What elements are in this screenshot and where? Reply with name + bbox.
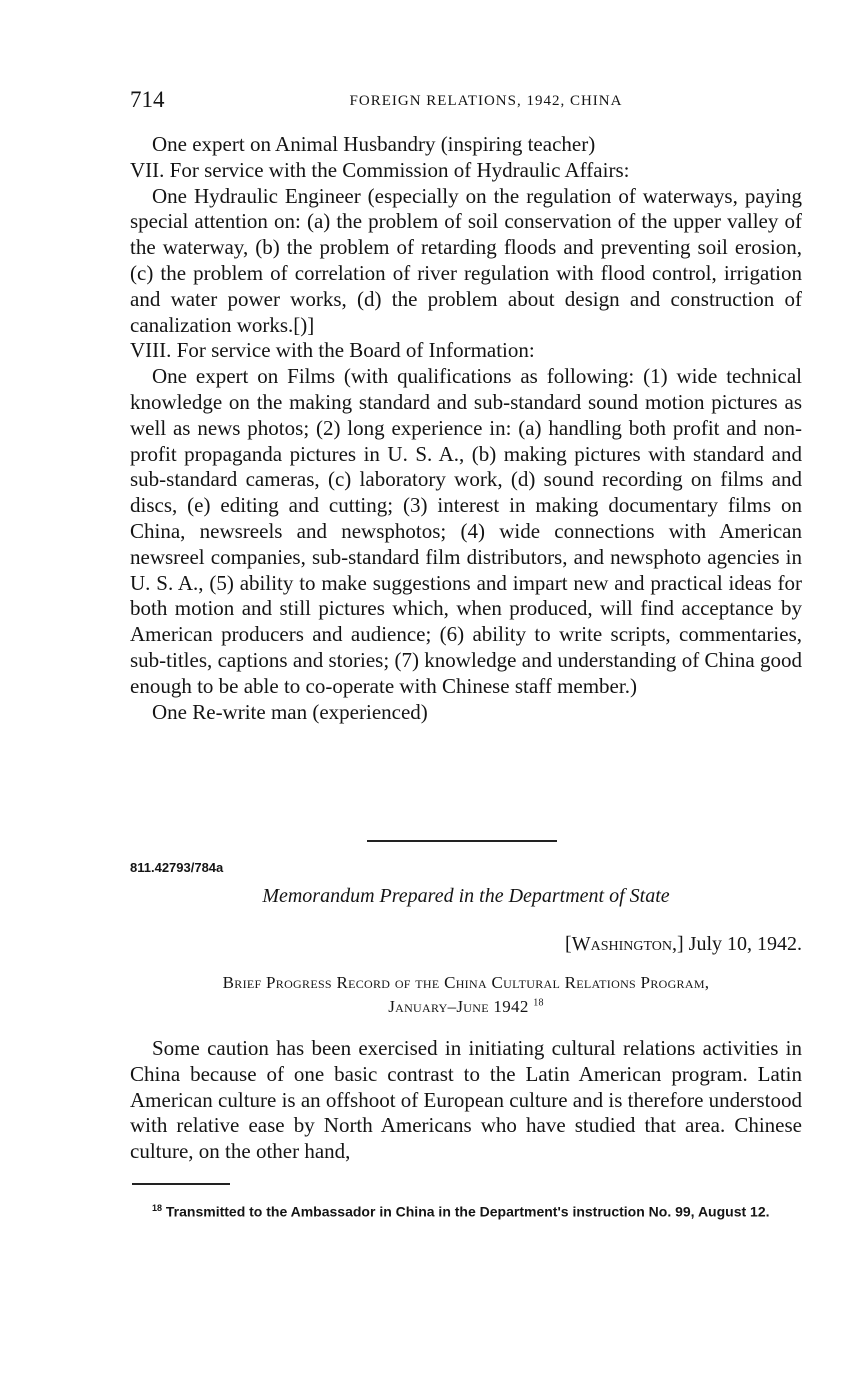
- section-vii-heading: VII. For service with the Commission of Hydraulic Affairs:: [130, 157, 630, 182]
- page-number: 714: [130, 87, 165, 112]
- dateline-date: July 10, 1942.: [688, 933, 802, 955]
- body-paragraph: Some caution has been exercised in initiating cultural relations activities in China because of one basic contrast to the Latin American program. Latin American culture is an offshoot of European culture and is therefore understood with relative ease by North Americans who have studied that area. Chinese culture, on the other hand,: [130, 1036, 802, 1164]
- dateline-place: [Washington,]: [565, 933, 684, 955]
- subject-line-1: Brief Progress Record of the China Cultural Relations Program,: [222, 973, 710, 992]
- section-upper: [130, 132, 802, 725]
- memo-title: Memorandum Prepared in the Department of State: [262, 885, 670, 907]
- footnote-divider: [132, 1183, 230, 1185]
- section-viii-heading: VIII. For service with the Board of Information:: [130, 338, 535, 363]
- animal-husbandry-line: One expert on Animal Husbandry (inspiring teacher): [152, 132, 596, 156]
- footnote-marker: 18: [152, 1203, 163, 1213]
- dateline: [130, 933, 802, 956]
- subject-heading: [130, 971, 802, 1019]
- section-divider: [367, 840, 557, 842]
- footnote-text: Transmitted to the Ambassador in China in the Department's instruction No. 99, August 12.: [165, 1203, 770, 1220]
- hydraulic-paragraph: One Hydraulic Engineer (especially on the regulation of waterways, paying special attention on: (a) the problem of soil conservation of the upper valley of the waterway, (b) the problem of retarding floods and preventing soil erosion, (c) the problem of correlation of river regulation with flood control, irrigation and water power works, (d) the problem about design and construction of canalization works.[)]: [130, 183, 802, 337]
- footnote-reference: 18: [533, 997, 544, 1009]
- section-lower: [130, 1036, 802, 1165]
- films-paragraph: One expert on Films (with qualifications as following: (1) wide technical knowledge on the making standard and sub-standard sound motion pictures as well as news photos; (2) long experience in: (a) handling both profit and non-profit propaganda pictures in U. S. A., (b) making pictures with standard and sub-standard cameras, (c) laboratory work, (d) sound recording on films and discs, (e) editing and cutting; (3) interest in making documentary films on China, newsreels and newsphotos; (4) wide connections with American newsreel companies, sub-standard film distributors, and newsphoto agencies in U. S. A., (5) ability to make suggestions and impart new and practical ideas for both motion and still pictures which, when produced, will find acceptance by American producers and audience; (6) ability to write scripts, commentaries, sub-titles, captions and stories; (7) knowledge and understanding of China good enough to be able to co-operate with Chinese staff member.): [130, 364, 802, 698]
- page-header: [130, 86, 802, 118]
- subject-line-2: January–June 1942: [388, 997, 529, 1016]
- footnote: [130, 1199, 802, 1221]
- rewrite-line: One Re-write man (experienced): [152, 699, 428, 724]
- running-head: FOREIGN RELATIONS, 1942, CHINA: [349, 93, 623, 109]
- file-number: 811.42793/784a: [130, 860, 224, 875]
- subject-line-2-wrap: [130, 995, 802, 1019]
